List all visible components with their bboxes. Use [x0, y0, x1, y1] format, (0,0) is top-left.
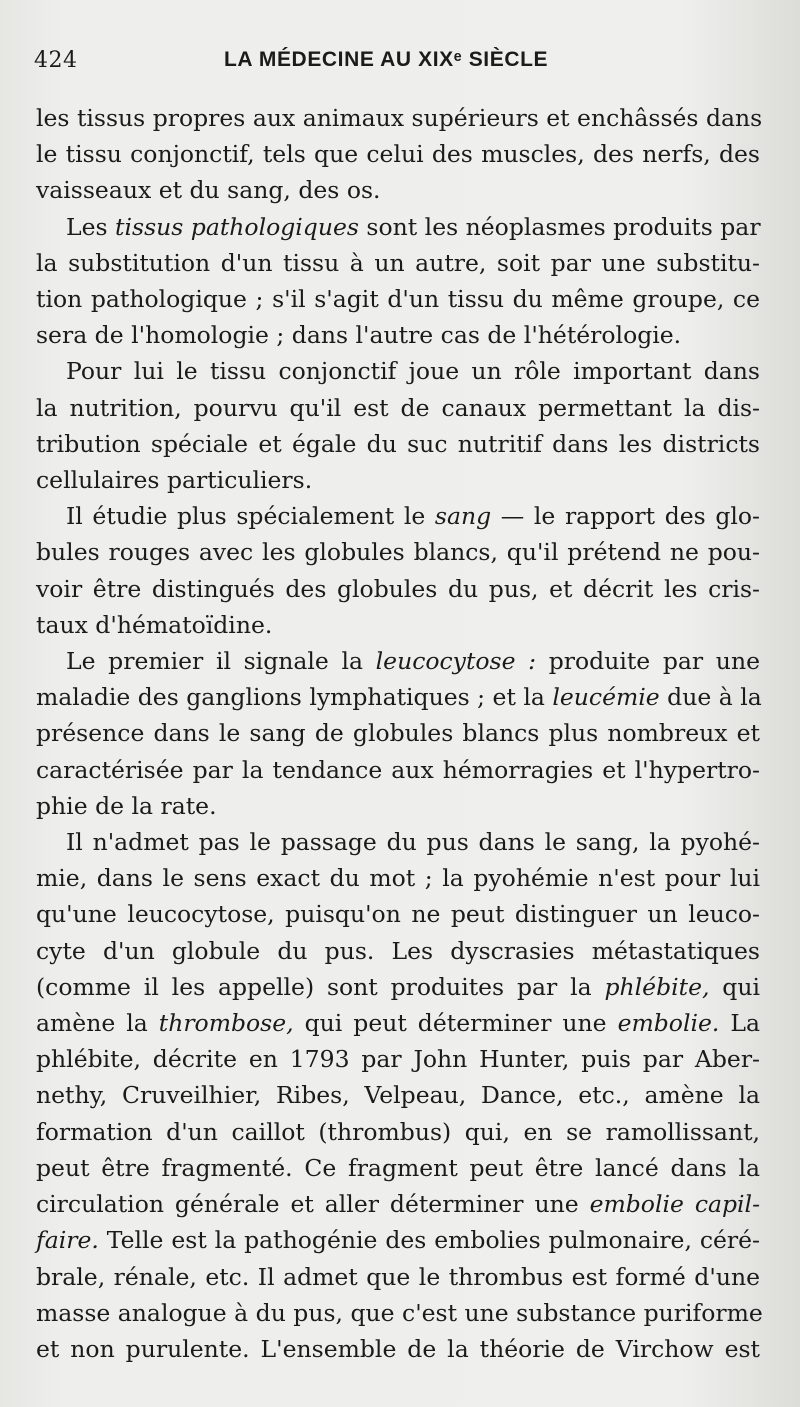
text-line: formation d'un caillot (thrombus) qui, en se ramollissant,	[36, 1117, 760, 1146]
paragraph	[36, 353, 760, 498]
text-line: et non purulente. L'ensemble de la théorie de Virchow est	[36, 1334, 760, 1363]
text-line: qu'une leucocytose, puisqu'on ne peut distinguer un leuco-	[36, 900, 760, 929]
text-line: amène la thrombose, qui peut déterminer une embolie. La	[36, 1009, 760, 1038]
text-line: maladie des ganglions lymphatiques ; et la leucémie due à la	[36, 683, 762, 712]
paragraph	[36, 100, 763, 209]
text-line: tion pathologique ; s'il s'agit d'un tissu du même groupe, ce	[36, 285, 760, 314]
text-line: (comme il les appelle) sont produites par la phlébite, qui	[36, 972, 760, 1001]
text-line: faire. Telle est la pathogénie des embolies pulmonaire, céré-	[36, 1226, 760, 1255]
paragraph	[36, 824, 763, 1367]
paragraph	[36, 643, 760, 824]
text-line: la nutrition, pourvu qu'il est de canaux permettant la dis-	[36, 393, 760, 422]
text-line: circulation générale et aller déterminer une embolie capil-	[36, 1190, 761, 1219]
text-line: mie, dans le sens exact du mot ; la pyohémie n'est pour lui	[36, 864, 760, 893]
text-line: voir être distingués des globules du pus, et décrit les cris-	[36, 574, 760, 603]
text-line: phlébite, décrite en 1793 par John Hunter, puis par Aber-	[36, 1045, 760, 1074]
text-line: Il n'admet pas le passage du pus dans le sang, la pyohé-	[66, 828, 760, 857]
text-line: brale, rénale, etc. Il admet que le thrombus est formé d'une	[36, 1262, 760, 1291]
text-line: cyte d'un globule du pus. Les dyscrasies métastatiques	[36, 936, 760, 965]
paragraph	[36, 209, 760, 354]
paragraph	[36, 498, 760, 643]
text-line: Il étudie plus spécialement le sang — le rapport des glo-	[66, 502, 761, 531]
text-line: phie de la rate.	[36, 791, 217, 820]
text-line: bules rouges avec les globules blancs, qu'il prétend ne pou-	[36, 538, 760, 567]
text-line: les tissus propres aux animaux supérieurs et enchâssés dans	[36, 104, 763, 132]
text-line: peut être fragmenté. Ce fragment peut être lancé dans la	[36, 1153, 760, 1182]
text-line: tribution spéciale et égale du suc nutritif dans les districts	[36, 429, 760, 458]
page-header	[34, 44, 754, 74]
text-line: la substitution d'un tissu à un autre, soit par une substitu-	[36, 248, 760, 277]
text-line: Le premier il signale la leucocytose : produite par une	[66, 647, 760, 676]
body-text	[36, 100, 763, 1367]
text-line: sera de l'homologie ; dans l'autre cas de l'hétérologie.	[36, 321, 682, 350]
text-line: le tissu conjonctif, tels que celui des muscles, des nerfs, des	[36, 140, 760, 169]
text-line: taux d'hématoïdine.	[36, 610, 273, 639]
text-line: nethy, Cruveilhier, Ribes, Velpeau, Dance, etc., amène la	[36, 1081, 760, 1110]
text-line: cellulaires particuliers.	[36, 466, 313, 495]
text-line: Pour lui le tissu conjonctif joue un rôle important dans	[66, 357, 760, 386]
page-number: 424	[34, 48, 78, 73]
text-line: présence dans le sang de globules blancs plus nombreux et	[36, 719, 760, 748]
text-line: masse analogue à du pus, que c'est une substance puriforme	[36, 1298, 763, 1327]
text-line: caractérisée par la tendance aux hémorragies et l'hypertro-	[36, 755, 760, 784]
text-line: Les tissus pathologiques sont les néoplasmes produits par	[66, 212, 761, 241]
running-title: LA MÉDECINE AU XIXᵉ SIÈCLE	[224, 48, 549, 71]
text-line: vaisseaux et du sang, des os.	[36, 176, 381, 205]
